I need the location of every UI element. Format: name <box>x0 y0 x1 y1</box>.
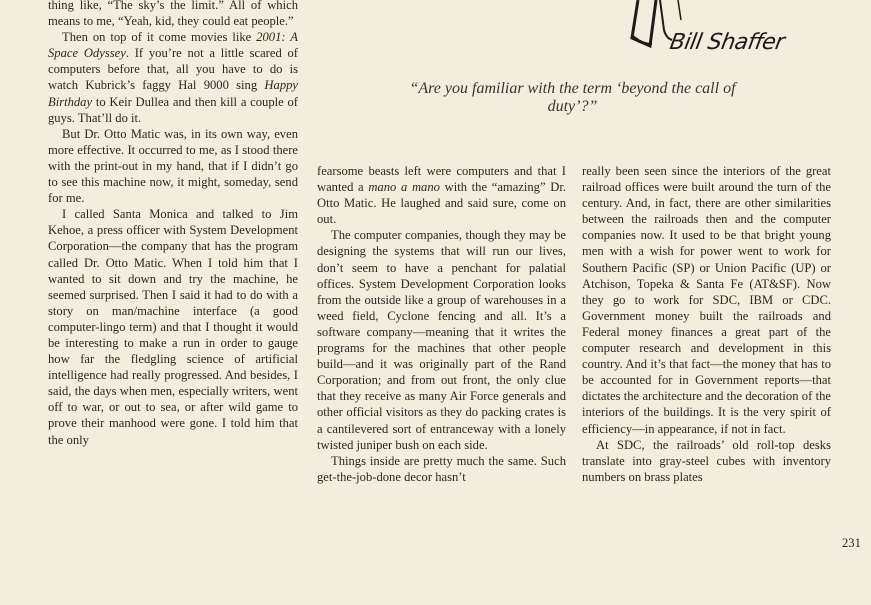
cartoon-caption: “Are you familiar with the term ‘beyond the call of duty’?” <box>409 80 736 115</box>
italic-text: Happy Birthday <box>48 78 298 109</box>
paragraph <box>582 163 831 437</box>
text-run: thing like, “The sky’s the limit.” All of which means to me, “Yeah, kid, they could eat people.” <box>48 0 298 29</box>
text-run: with the “amazing” Dr. Otto Matic. He laughed and said sure, come on out. <box>317 180 566 227</box>
text-run: The computer companies, though they may be designing the systems that will run our lives, don’t seem to have a penchant for palatial offices. System Development Corporation looks from the outside like a group of warehouses in a weed field, Cyclone fencing and all. It’s a software company—meaning that it writes the programs for the machines that other people build—and it was originally part of the Rand Corporation; and from out front, the only clue that they receive as many Air Force generals and other official visitors as they do packing crates is a cantilevered sort of entranceway with a lonely twisted juniper bush on each side. <box>317 228 566 452</box>
article-column-2 <box>317 163 566 485</box>
text-run: I called Santa Monica and talked to Jim Kehoe, a press officer with System Development Corporation—the company that has the program called Dr. Otto Matic. When I told him that I wanted to sit down and try the machine, he seemed surprised. Then I said it had to do with a story on man/machine interface (a good computer-lingo term) and that I thought it would be interesting to make a run in order to gauge how far the fledgling science of artificial intelligence had really progressed. And besides, I said, the days when men, especially writers, went off to war, or out to sea, or after wild game to prove their manhood were gone. I told him that the only <box>48 207 298 447</box>
article-column-1 <box>48 0 298 448</box>
paragraph <box>48 126 298 206</box>
page-number: 231 <box>842 536 861 550</box>
article-column-3 <box>582 163 831 485</box>
paragraph <box>48 206 298 447</box>
text-run: Things inside are pretty much the same. Such get-the-job-done decor hasn’t <box>317 453 566 484</box>
italic-text: mano a mano <box>368 180 440 195</box>
paragraph <box>48 0 298 29</box>
paragraph <box>582 437 831 485</box>
text-run: At SDC, the railroads’ old roll-top desks translate into gray-steel cubes with inventory numbers on brass plates <box>582 437 831 484</box>
text-run: to Keir Dullea and then kill a couple of guys. That’ll do it. <box>48 94 298 125</box>
text-run: But Dr. Otto Matic was, in its own way, even more effective. It occurred to me, as I stood there with the print-out in my hand, that if I didn’t go to see this machine now, it might, someday, send for me. <box>48 126 298 206</box>
cartoon-signature: Bill Shaffer <box>667 30 787 55</box>
italic-text: 2001: A Space Odyssey <box>48 30 299 61</box>
paragraph <box>317 163 566 227</box>
text-run: fearsome beasts left were computers and that I wanted a <box>317 164 566 195</box>
text-run: really been seen since the interiors of the great railroad offices were built around the turn of the century. And, in fact, there are other similarities between the railroads then and the computer companies now. It used to be that bright young men with a wish for power went to work for Southern Pacific (SP) or Union Pacific (UP) or Atchison, Topeka & Santa Fe (AT&SF). Now they go to work for SDC, IBM or CDC. Government money built the railroads and Federal money finances a great part of the computer research and development in this country. And it’s that fact—the money that has to be accounted for in Government reports—that dictates the architecture and the decoration of the interiors of the buildings. It is the very spirit of efficiency—in appearance, if not in fact. <box>582 164 831 436</box>
paragraph <box>317 453 566 485</box>
paragraph <box>48 29 298 126</box>
paragraph <box>317 227 566 452</box>
text-run: Then on top of it come movies like <box>62 30 257 45</box>
text-run: . If you’re not a little scared of computers before that, all you have to do is watch Kubrick’s faggy Hal 9000 sing <box>48 46 298 93</box>
